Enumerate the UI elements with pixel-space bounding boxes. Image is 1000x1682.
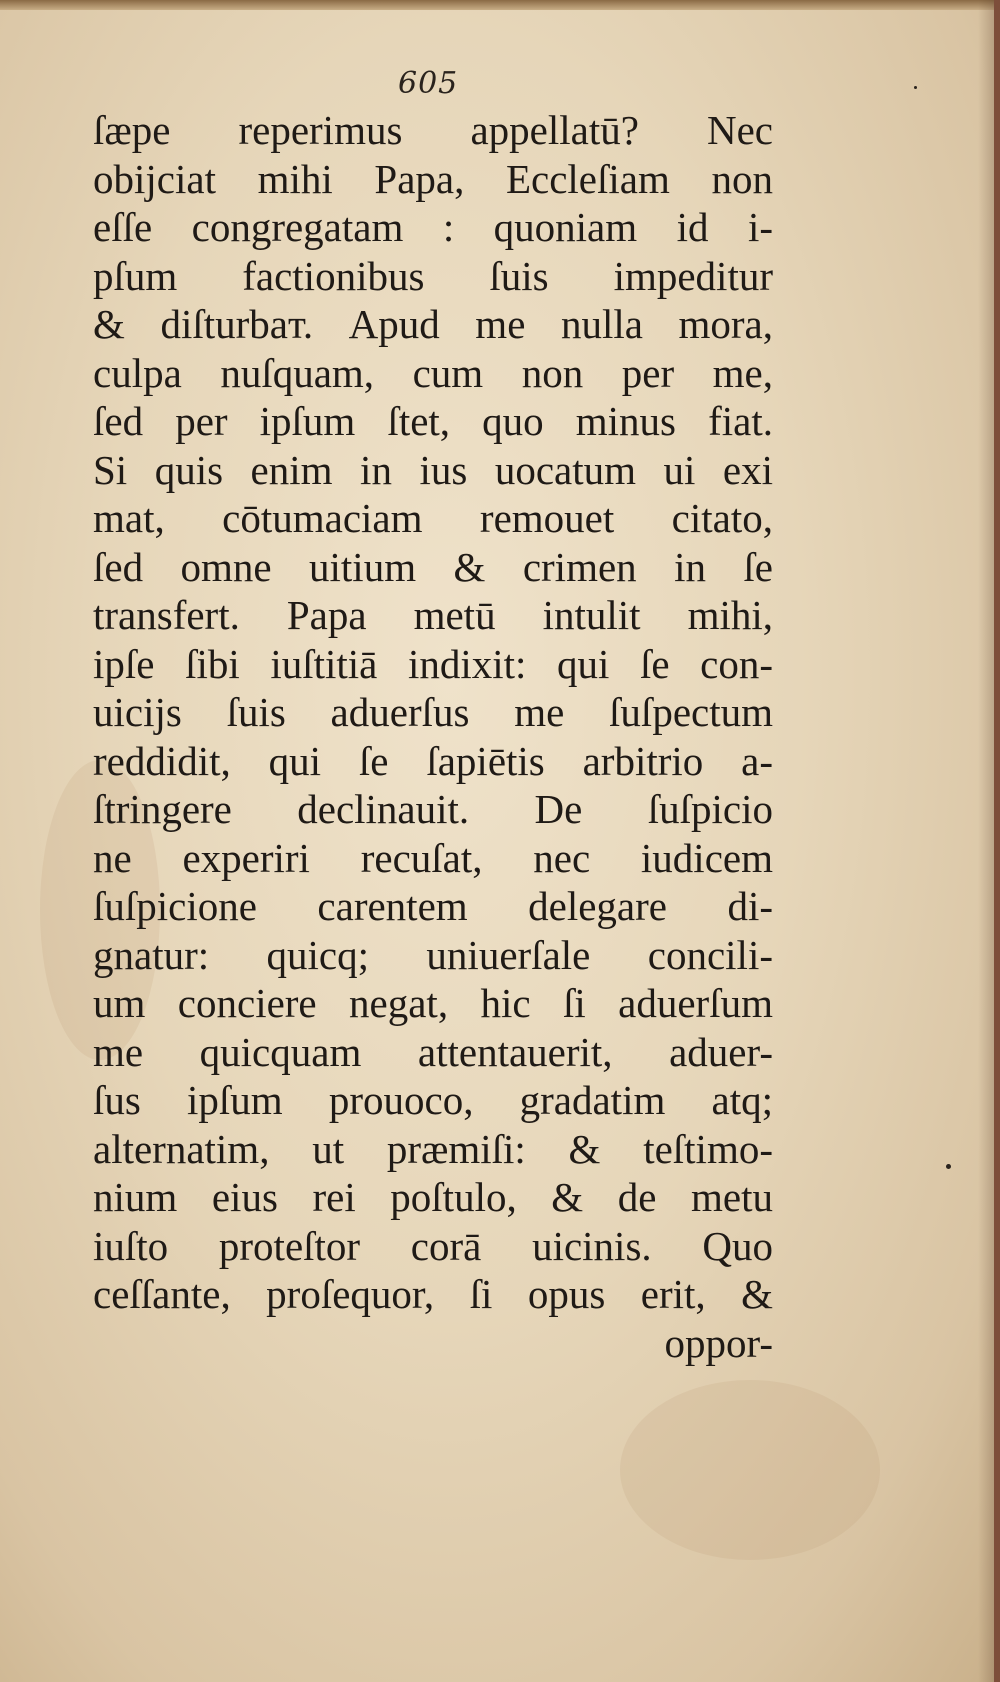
text-line: ipſe ſibi iuſtitiā indixit: qui ſe con- [93,640,773,687]
text-line: eſſe congregatam : quoniam id i- [93,204,773,250]
page-right-edge [994,0,1000,1682]
text-line: transfert. Papa metū intulit mihi, [93,592,773,638]
text-line: ſæpe reperimus appellatū? Nec [93,107,773,153]
text-line: um conciere negat, hic ſi aduerſum [93,980,773,1026]
page-number: 605 [398,66,459,101]
text-line: uicijs ſuis aduerſus me ſuſpectum [93,689,773,735]
text-line: ſtringere declinauit. De ſuſpicio [93,786,773,832]
text-line: & diſturbaт. Apud me nulla mora, [93,301,773,347]
page-top-edge [0,0,1000,10]
text-line: ceſſante, proſequor, ſi opus erit, & [93,1271,773,1317]
text-line: alternatim, ut præmiſi: & teſtimo- [93,1125,773,1172]
text-line: iuſto proteſtor corā uicinis. Quo [93,1222,773,1269]
catchword: oppor- [664,1319,773,1366]
text-line: ne experiri recuſat, nec iudicem [93,834,773,881]
ink-speck [914,86,917,89]
paper-stain [620,1380,880,1560]
text-line: gnatur: quicq; uniuerſale concili- [93,931,773,978]
body-text [93,106,773,1367]
text-line: me quicquam attentauerit, aduer- [93,1028,773,1075]
ink-speck [946,1164,951,1169]
text-line: ſuſpicione carentem delegare di- [93,883,773,929]
text-line: obijciat mihi Papa, Eccleſiam non [93,155,773,202]
text-line: mat, cōtumaciam remouet citato, [93,495,773,541]
text-line: reddidit, qui ſe ſapiētis arbitrio a- [93,737,773,784]
text-line: Si quis enim in ius uocatum ui exi [93,446,773,493]
text-line: ſed omne uitium & crimen in ſe [93,543,773,590]
text-line: ſus ipſum prouoco, gradatim atq; [93,1077,773,1123]
text-line: culpa nuſquam, cum non per me, [93,349,773,396]
text-line: nium eius rei poſtulo, & de metu [93,1174,773,1220]
text-line: ſed per ipſum ſtet, quo minus fiat. [93,398,773,444]
text-line: pſum factionibus ſuis impeditur [93,252,773,299]
